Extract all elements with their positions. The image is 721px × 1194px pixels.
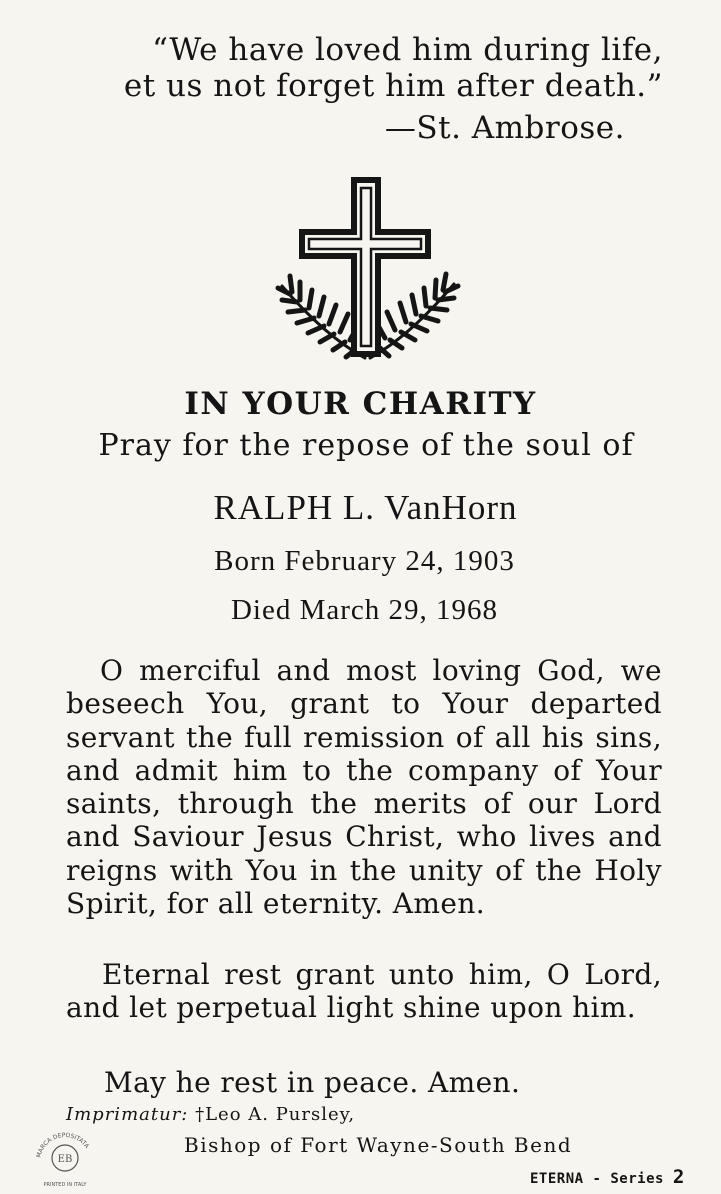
- quote-attribution: —St. Ambrose.: [384, 110, 625, 146]
- deceased-name: RALPH L. VanHorn: [213, 488, 518, 527]
- birth-date: Born February 24, 1903: [214, 545, 515, 577]
- seal-bottom-text: PRINTED IN ITALY: [43, 1182, 87, 1188]
- imprimatur-label: Imprimatur:: [66, 1104, 189, 1125]
- heading: IN YOUR CHARITY: [184, 386, 537, 422]
- prayer-paragraph-1: O merciful and most loving God, we beseech You, grant to Your departed servant the full remission of all his sins, and admit him to the company of Your saints, through the merits of our Lord and Saviour Jesus Christ, who lives and reigns with You in the unity of the Holy Spirit, for all eternity. Amen.: [66, 654, 662, 921]
- series-label: [530, 1166, 685, 1188]
- series-number: 2: [672, 1166, 685, 1188]
- publisher-seal-icon: [28, 1128, 102, 1190]
- series-text: ETERNA - Series: [530, 1171, 664, 1187]
- intro-line: Pray for the repose of the soul of: [98, 428, 634, 463]
- quote-line-1: “We have loved him during life,: [152, 32, 663, 68]
- seal-monogram: EB: [57, 1154, 73, 1165]
- quote-line-2: et us not forget him after death.”: [123, 68, 663, 104]
- prayer-paragraph-2: Eternal rest grant unto him, O Lord, and let perpetual light shine upon him.: [66, 958, 662, 1025]
- cross-icon: [270, 176, 465, 371]
- death-date: Died March 29, 1968: [230, 594, 499, 626]
- imprimatur-name: †Leo A. Pursley,: [195, 1104, 356, 1125]
- bishop-title: Bishop of Fort Wayne-South Bend: [184, 1133, 573, 1157]
- seal-arc-text: MARCA DEPOSITATA: [35, 1131, 91, 1159]
- prayer-paragraph-3: May he rest in peace. Amen.: [104, 1066, 521, 1099]
- imprimatur: [66, 1104, 355, 1125]
